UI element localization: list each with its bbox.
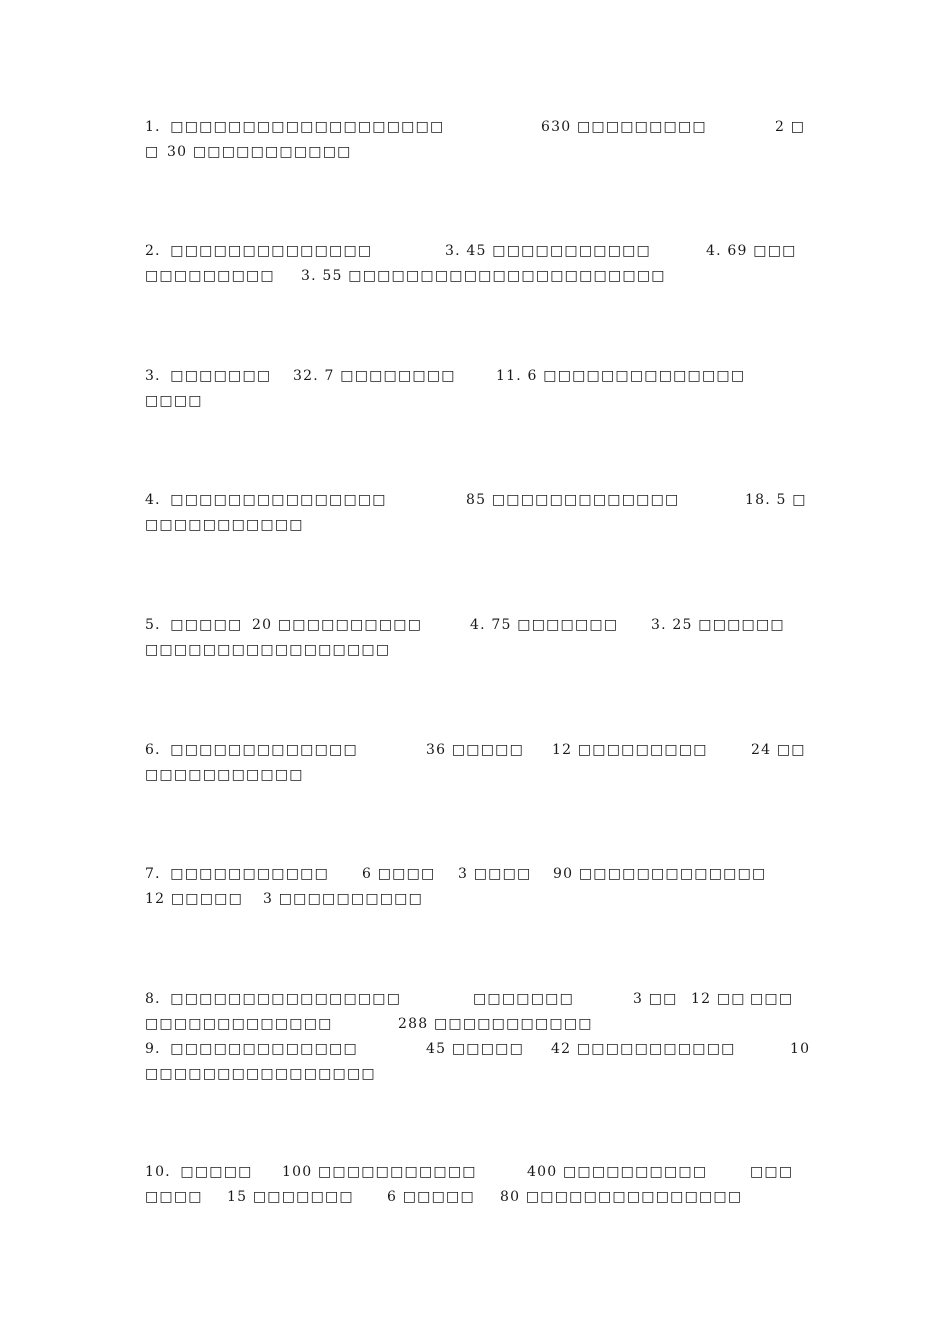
text-segment: □□□□ <box>145 393 203 409</box>
problem-line <box>0 766 950 788</box>
text-segment: □□□ <box>750 991 794 1007</box>
text-segment: □□□□ <box>145 1189 203 1205</box>
text-segment: 45 □□□□□ <box>426 1041 525 1057</box>
text-segment: 80 □□□□□□□□□□□□□□□ <box>500 1189 743 1205</box>
text-segment: 7．□□□□□□□□□□□ <box>145 866 330 882</box>
problem-line <box>0 242 950 264</box>
problem-line <box>0 118 950 140</box>
text-segment: 4．□□□□□□□□□□□□□□□ <box>145 492 387 508</box>
text-segment: 10．□□□□□ <box>145 1164 253 1180</box>
text-segment: □□□□□□□□□□□□□□□□ <box>145 1066 376 1082</box>
text-segment: 3. 45 □□□□□□□□□□□ <box>445 243 651 259</box>
problem-line <box>0 267 950 289</box>
text-segment: 400 □□□□□□□□□□ <box>527 1164 708 1180</box>
text-segment: □□□□□□□□□ <box>145 268 275 284</box>
problem-line <box>0 392 950 414</box>
text-segment: 15 □□□□□□□ <box>227 1189 354 1205</box>
text-segment: □□□ <box>750 1164 794 1180</box>
text-segment: 90 □□□□□□□□□□□□□ <box>553 866 767 882</box>
text-segment: □□□□□□□□□□□□□ <box>145 1016 333 1032</box>
text-segment: 288 □□□□□□□□□□□ <box>398 1016 593 1032</box>
problem-line <box>0 741 950 763</box>
text-segment: 630 □□□□□□□□□ <box>541 119 707 135</box>
text-segment: 9．□□□□□□□□□□□□□ <box>145 1041 358 1057</box>
text-segment: 2．□□□□□□□□□□□□□□ <box>145 243 373 259</box>
text-segment: 6 □□□□□ <box>387 1189 475 1205</box>
problem-line <box>0 1065 950 1087</box>
text-segment: □□□□□□□ <box>473 991 574 1007</box>
text-segment: 42 □□□□□□□□□□□ <box>551 1041 736 1057</box>
text-segment: 3 □□□□ <box>458 866 532 882</box>
problem-line <box>0 890 950 912</box>
text-segment: 3．□□□□□□□ <box>145 368 272 384</box>
problem-line <box>0 616 950 638</box>
text-segment: 8．□□□□□□□□□□□□□□□□ <box>145 991 402 1007</box>
problem-line <box>0 516 950 538</box>
text-segment: 3 □□ <box>633 991 678 1007</box>
text-segment: □□□□□□□□□□□ <box>145 517 304 533</box>
problem-line <box>0 143 950 165</box>
problem-line <box>0 1163 950 1185</box>
text-segment: □□□□□□□□□□□□□□□□□ <box>145 642 391 658</box>
text-segment: 12 □□ <box>691 991 746 1007</box>
text-segment: 11. 6 □□□□□□□□□□□□□□ <box>496 368 746 384</box>
text-segment: 20 □□□□□□□□□□ <box>252 617 423 633</box>
text-segment: 12 □□□□□ <box>145 891 244 907</box>
text-segment: 24 □□ <box>751 742 806 758</box>
text-segment: 36 □□□□□ <box>426 742 525 758</box>
text-segment: 5．□□□□□ <box>145 617 243 633</box>
text-segment: □□□□□□□□□□□ <box>145 767 304 783</box>
problem-line <box>0 865 950 887</box>
problem-line <box>0 1015 950 1037</box>
text-segment: 32. 7 □□□□□□□□ <box>293 368 456 384</box>
text-segment: 12 □□□□□□□□□ <box>552 742 708 758</box>
problem-line <box>0 491 950 513</box>
text-segment: 6 □□□□ <box>362 866 436 882</box>
text-segment: 100 □□□□□□□□□□□ <box>282 1164 477 1180</box>
problem-line <box>0 1040 950 1062</box>
text-segment: 3. 25 □□□□□□ <box>651 617 785 633</box>
text-segment: 30 □□□□□□□□□□□ <box>167 144 352 160</box>
problem-line <box>0 1188 950 1210</box>
text-segment: 2 □ <box>775 119 806 135</box>
text-segment: 3 □□□□□□□□□□ <box>263 891 424 907</box>
text-segment: 4. 75 □□□□□□□ <box>470 617 619 633</box>
problem-line <box>0 367 950 389</box>
text-segment: 10 <box>790 1041 811 1057</box>
text-segment: 18. 5 □ <box>745 492 807 508</box>
text-segment: □ <box>145 144 160 160</box>
text-segment: 4. 69 □□□ <box>706 243 797 259</box>
problem-line <box>0 990 950 1012</box>
text-segment: 3. 55 □□□□□□□□□□□□□□□□□□□□□□ <box>301 268 666 284</box>
text-segment: 85 □□□□□□□□□□□□□ <box>466 492 680 508</box>
text-segment: 1．□□□□□□□□□□□□□□□□□□□ <box>145 119 445 135</box>
problem-line <box>0 641 950 663</box>
text-segment: 6．□□□□□□□□□□□□□ <box>145 742 358 758</box>
